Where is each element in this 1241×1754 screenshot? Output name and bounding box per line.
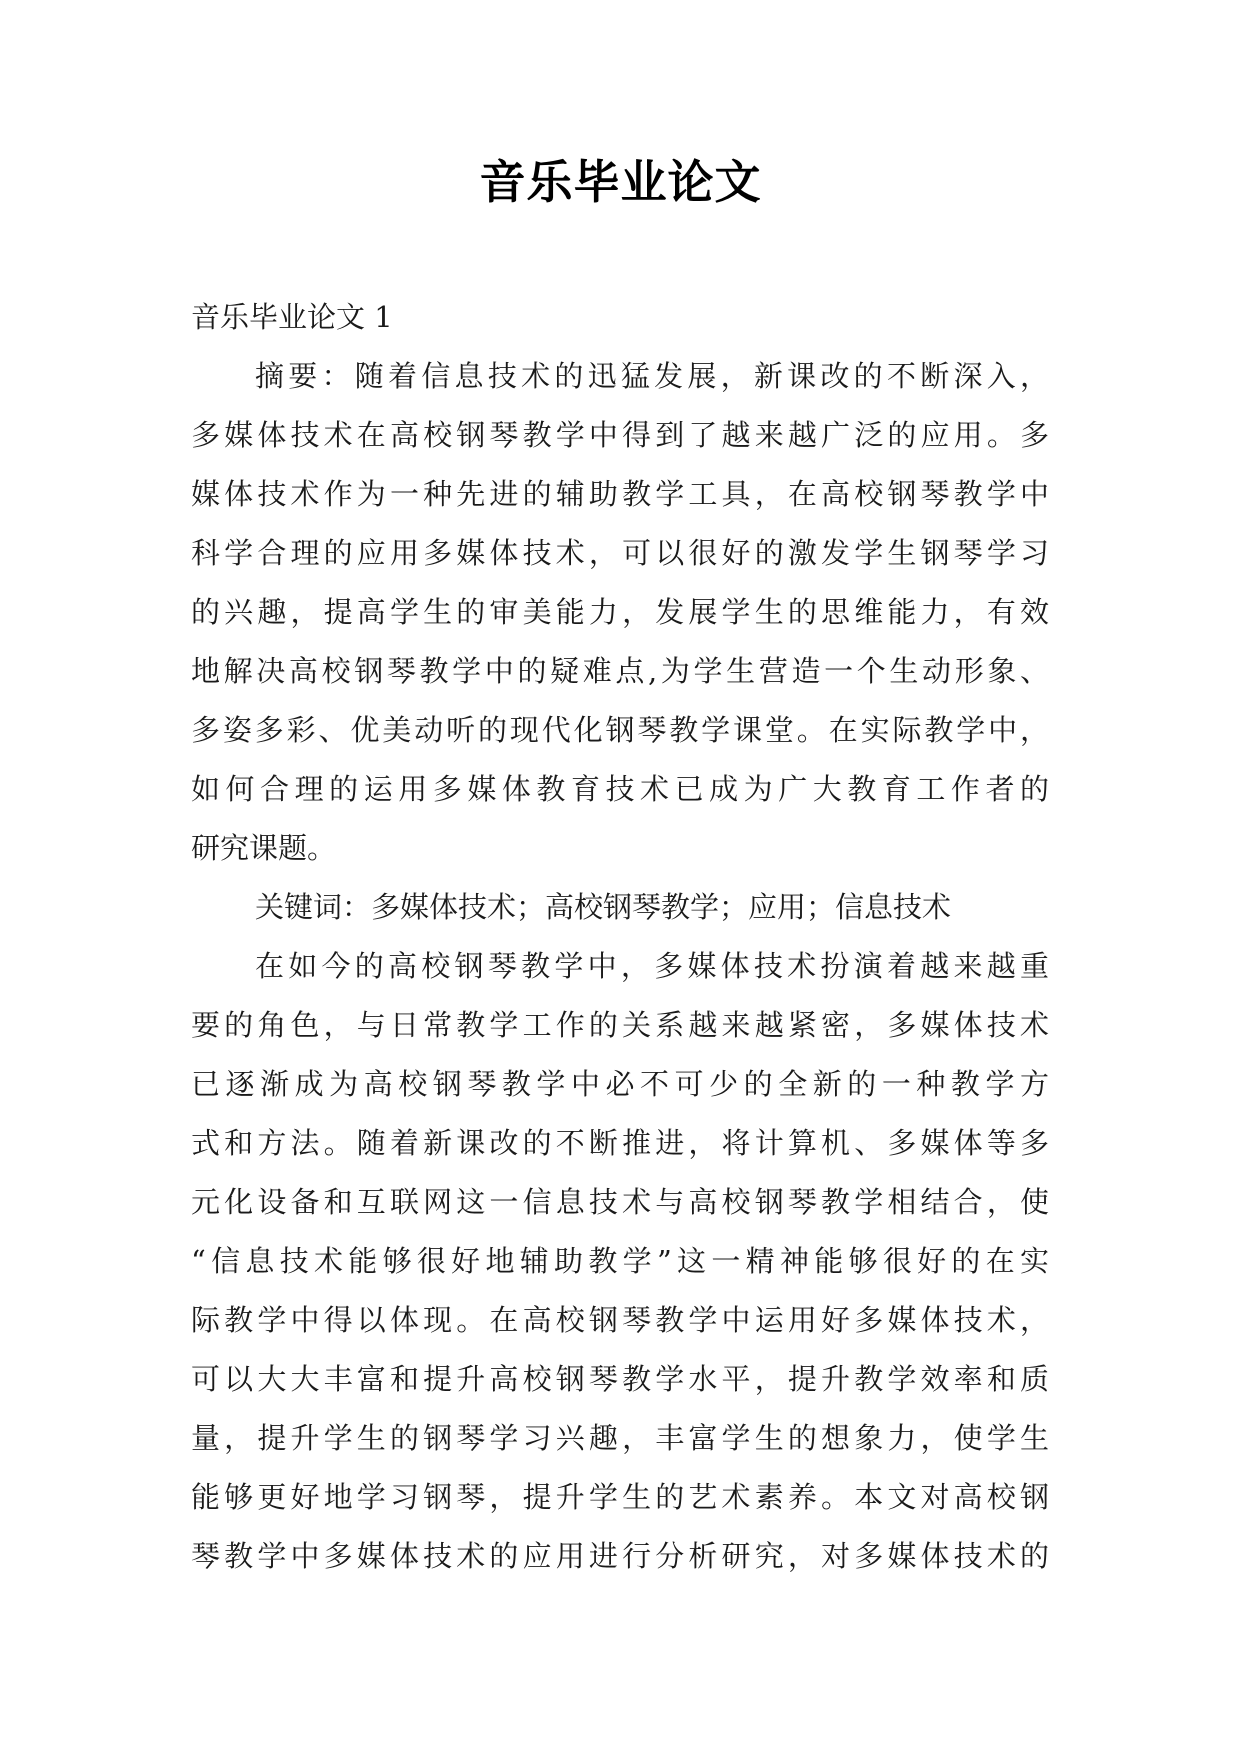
text-line: 研究课题。 xyxy=(191,831,337,865)
text-line: 要的角色，与日常教学工作的关系越来越紧密，多媒体技术 xyxy=(191,1008,1049,1042)
text-line: 关键词：多媒体技术；高校钢琴教学；应用；信息技术 xyxy=(255,890,952,924)
text-line: 科学合理的应用多媒体技术，可以很好的激发学生钢琴学习 xyxy=(191,536,1049,570)
body-paragraph xyxy=(191,937,1049,1586)
text-line: 在如今的高校钢琴教学中，多媒体技术扮演着越来越重 xyxy=(255,949,1049,983)
text-line: 多媒体技术在高校钢琴教学中得到了越来越广泛的应用。多 xyxy=(191,418,1049,452)
text-line: “信息技术能够很好地辅助教学”这一精神能够很好的在实 xyxy=(191,1244,1049,1278)
text-line: 际教学中得以体现。在高校钢琴教学中运用好多媒体技术， xyxy=(191,1303,1049,1337)
abstract-paragraph xyxy=(191,347,1049,878)
text-line: 量，提升学生的钢琴学习兴趣，丰富学生的想象力，使学生 xyxy=(191,1421,1049,1455)
text-line: 元化设备和互联网这一信息技术与高校钢琴教学相结合，使 xyxy=(191,1185,1049,1219)
text-line: 地解决高校钢琴教学中的疑难点,为学生营造一个生动形象、 xyxy=(191,654,1049,688)
text-line: 媒体技术作为一种先进的辅助教学工具，在高校钢琴教学中 xyxy=(191,477,1049,511)
section-heading: 音乐毕业论文 1 xyxy=(191,300,393,334)
text-line: 可以大大丰富和提升高校钢琴教学水平，提升教学效率和质 xyxy=(191,1362,1049,1396)
text-line: 能够更好地学习钢琴，提升学生的艺术素养。本文对高校钢 xyxy=(191,1480,1049,1514)
text-line: 的兴趣，提高学生的审美能力，发展学生的思维能力，有效 xyxy=(191,595,1049,629)
text-line: 已逐渐成为高校钢琴教学中必不可少的全新的一种教学方 xyxy=(191,1067,1049,1101)
document-body xyxy=(191,288,1049,1586)
text-line: 琴教学中多媒体技术的应用进行分析研究，对多媒体技术的 xyxy=(191,1539,1049,1573)
keywords-paragraph xyxy=(191,878,1049,937)
document-title: 音乐毕业论文 xyxy=(479,155,762,209)
text-line: 式和方法。随着新课改的不断推进，将计算机、多媒体等多 xyxy=(191,1126,1049,1160)
text-line: 如何合理的运用多媒体教育技术已成为广大教育工作者的 xyxy=(191,772,1049,806)
text-line: 摘要：随着信息技术的迅猛发展，新课改的不断深入， xyxy=(255,359,1049,393)
text-line: 多姿多彩、优美动听的现代化钢琴教学课堂。在实际教学中， xyxy=(191,713,1049,747)
